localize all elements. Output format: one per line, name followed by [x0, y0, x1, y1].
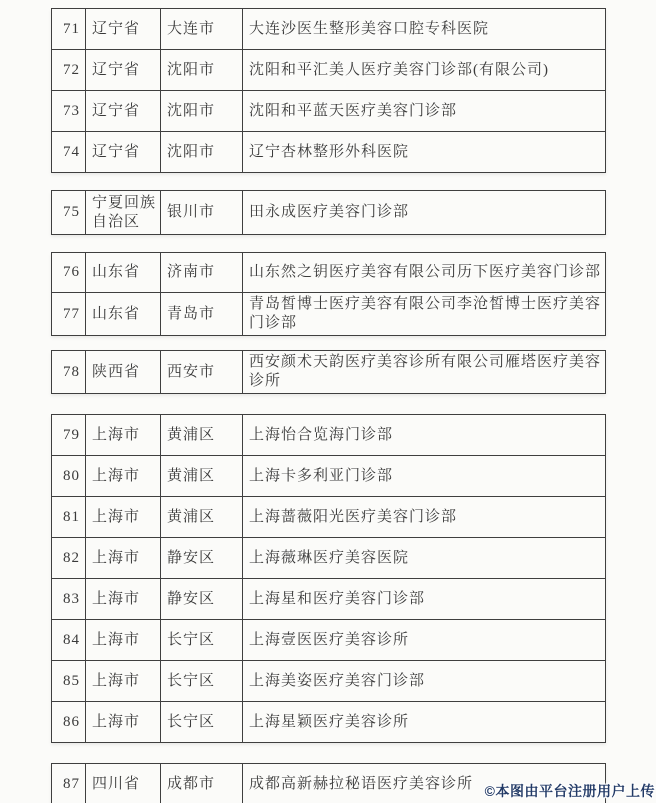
- province-cell: 辽宁省: [86, 50, 161, 91]
- row-number-cell: 76: [52, 253, 86, 293]
- province-cell: 辽宁省: [86, 91, 161, 132]
- table-row: [52, 456, 606, 497]
- row-number-cell: 71: [52, 9, 86, 50]
- row-number-cell: 74: [52, 132, 86, 173]
- province-cell: 上海市: [86, 702, 161, 743]
- city-cell: 沈阳市: [161, 91, 243, 132]
- table-row: [52, 253, 606, 293]
- city-cell: 静安区: [161, 579, 243, 620]
- city-cell: 长宁区: [161, 661, 243, 702]
- institution-cell: 上海薇琳医疗美容医院: [243, 538, 606, 579]
- row-number-cell: 72: [52, 50, 86, 91]
- province-cell: 山东省: [86, 293, 161, 336]
- row-number-cell: 85: [52, 661, 86, 702]
- watermark-text: 本图由平台注册用户上传: [495, 783, 655, 799]
- table-row: [52, 293, 606, 336]
- clinic-table-group: [51, 414, 606, 743]
- institution-cell: 上海星和医疗美容门诊部: [243, 579, 606, 620]
- table-row: [52, 579, 606, 620]
- province-cell: 上海市: [86, 538, 161, 579]
- institution-cell: 青岛皙博士医疗美容有限公司李沧皙博士医疗美容门诊部: [243, 293, 606, 336]
- city-cell: 青岛市: [161, 293, 243, 336]
- table-row: [52, 620, 606, 661]
- clinic-table-group: [51, 190, 606, 235]
- institution-cell: 田永成医疗美容门诊部: [243, 191, 606, 235]
- city-cell: 成都市: [161, 764, 243, 803]
- city-cell: 黄浦区: [161, 415, 243, 456]
- table-row: [52, 9, 606, 50]
- institution-cell: 西安颜术天韵医疗美容诊所有限公司雁塔医疗美容诊所: [243, 351, 606, 394]
- row-number-cell: 75: [52, 191, 86, 235]
- table-row: [52, 497, 606, 538]
- institution-cell: 上海壹医医疗美容诊所: [243, 620, 606, 661]
- institution-cell: 沈阳和平蓝天医疗美容门诊部: [243, 91, 606, 132]
- institution-cell: 辽宁杏林整形外科医院: [243, 132, 606, 173]
- row-number-cell: 73: [52, 91, 86, 132]
- city-cell: 银川市: [161, 191, 243, 235]
- institution-cell: 上海蔷薇阳光医疗美容门诊部: [243, 497, 606, 538]
- province-cell: 山东省: [86, 253, 161, 293]
- institution-cell: 山东然之钥医疗美容有限公司历下医疗美容门诊部: [243, 253, 606, 293]
- city-cell: 黄浦区: [161, 456, 243, 497]
- row-number-cell: 84: [52, 620, 86, 661]
- table-row: [52, 50, 606, 91]
- institution-cell: 上海卡多利亚门诊部: [243, 456, 606, 497]
- clinic-table-group: [51, 350, 606, 394]
- institution-cell: 成都高新赫拉秘语医疗美容诊所: [243, 764, 606, 803]
- city-cell: 大连市: [161, 9, 243, 50]
- city-cell: 长宁区: [161, 702, 243, 743]
- clinic-table-group: [51, 8, 606, 173]
- row-number-cell: 83: [52, 579, 86, 620]
- province-cell: 辽宁省: [86, 132, 161, 173]
- city-cell: 济南市: [161, 253, 243, 293]
- table-groups: [51, 8, 605, 803]
- table-row: [52, 191, 606, 235]
- row-number-cell: 82: [52, 538, 86, 579]
- province-cell: 辽宁省: [86, 9, 161, 50]
- table-row: [52, 661, 606, 702]
- city-cell: 黄浦区: [161, 497, 243, 538]
- city-cell: 长宁区: [161, 620, 243, 661]
- institution-cell: 上海怡合览海门诊部: [243, 415, 606, 456]
- row-number-cell: 80: [52, 456, 86, 497]
- province-cell: 上海市: [86, 456, 161, 497]
- institution-cell: 大连沙医生整形美容口腔专科医院: [243, 9, 606, 50]
- table-row: [52, 91, 606, 132]
- row-number-cell: 87: [52, 764, 86, 803]
- row-number-cell: 86: [52, 702, 86, 743]
- copyright-icon: ©: [484, 783, 496, 799]
- table-row: [52, 132, 606, 173]
- province-cell: 上海市: [86, 620, 161, 661]
- table-row: [52, 538, 606, 579]
- province-cell: 上海市: [86, 579, 161, 620]
- province-cell: 陕西省: [86, 351, 161, 394]
- province-cell: 上海市: [86, 415, 161, 456]
- row-number-cell: 77: [52, 293, 86, 336]
- table-row: [52, 702, 606, 743]
- row-number-cell: 79: [52, 415, 86, 456]
- city-cell: 沈阳市: [161, 132, 243, 173]
- institution-cell: 上海星颖医疗美容诊所: [243, 702, 606, 743]
- city-cell: 静安区: [161, 538, 243, 579]
- row-number-cell: 81: [52, 497, 86, 538]
- province-cell: 上海市: [86, 497, 161, 538]
- province-cell: 上海市: [86, 661, 161, 702]
- institution-cell: 上海美姿医疗美容门诊部: [243, 661, 606, 702]
- city-cell: 沈阳市: [161, 50, 243, 91]
- clinic-table-group: [51, 252, 606, 336]
- province-cell: 四川省: [86, 764, 161, 803]
- table-row: [52, 415, 606, 456]
- institution-cell: 沈阳和平汇美人医疗美容门诊部(有限公司): [243, 50, 606, 91]
- city-cell: 西安市: [161, 351, 243, 394]
- province-cell: 宁夏回族自治区: [86, 191, 161, 235]
- row-number-cell: 78: [52, 351, 86, 394]
- table-row: [52, 351, 606, 394]
- watermark: [485, 781, 655, 801]
